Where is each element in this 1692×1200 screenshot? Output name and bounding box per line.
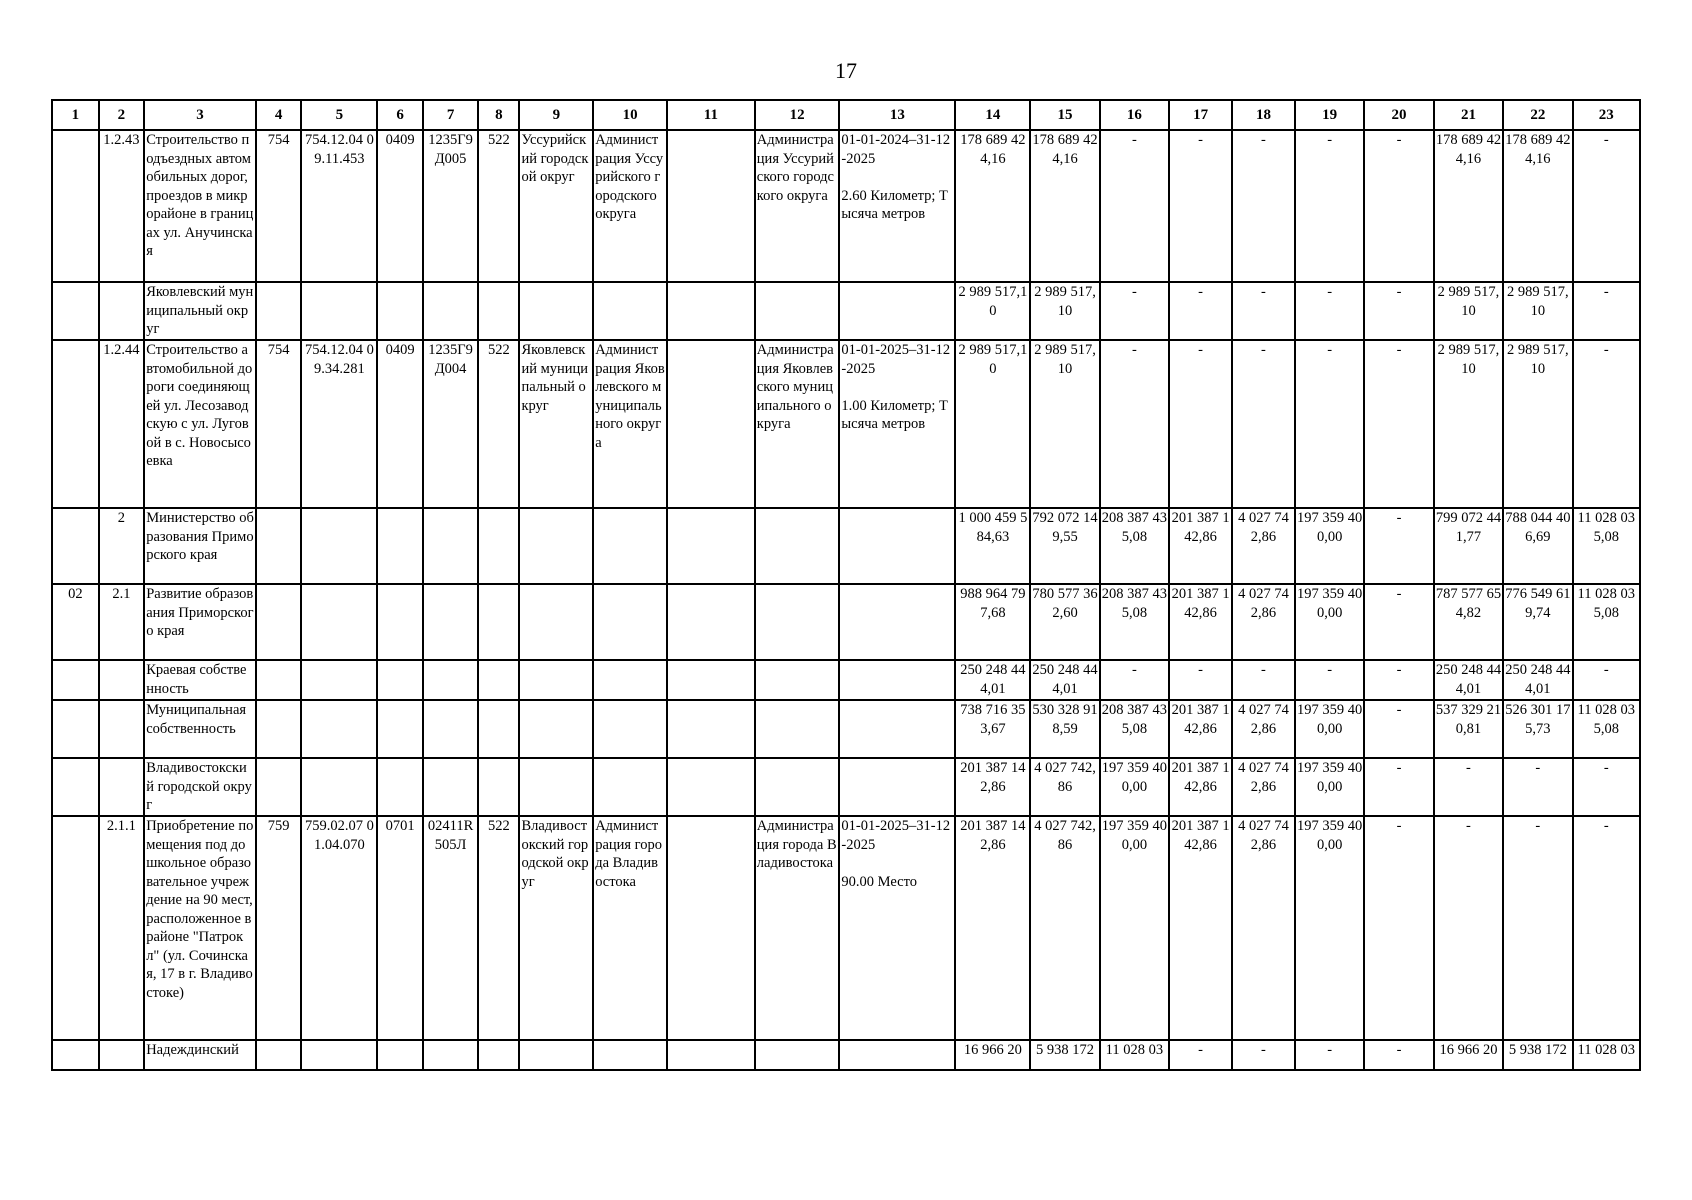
table-cell <box>839 700 955 758</box>
table-row <box>52 130 1640 282</box>
column-header: 8 <box>478 100 519 130</box>
table-cell: - <box>1364 758 1433 816</box>
period-text: 01-01-2025–31-12-2025 <box>841 818 951 853</box>
table-cell: Администрация города Владивостока <box>593 816 667 1040</box>
table-cell: 988 964 797,68 <box>955 584 1030 660</box>
table-cell: 02411R 505Л <box>423 816 478 1040</box>
table-cell <box>839 340 955 508</box>
table-cell <box>839 660 955 700</box>
column-header: 10 <box>593 100 667 130</box>
table-row <box>52 340 1640 508</box>
program-table <box>51 99 1641 1071</box>
table-cell <box>377 508 423 584</box>
table-cell: - <box>1169 660 1232 700</box>
table-cell <box>667 130 755 282</box>
capacity-text: 90.00 Место <box>841 873 917 890</box>
table-cell: Уссурийский городской округ <box>519 130 593 282</box>
table-cell: 208 387 435,08 <box>1100 584 1169 660</box>
table-cell: Краевая собственность <box>144 660 256 700</box>
table-cell <box>593 508 667 584</box>
table-cell: 0701 <box>377 816 423 1040</box>
table-cell: 201 387 142,86 <box>1169 700 1232 758</box>
table-cell: - <box>1503 758 1572 816</box>
column-header: 7 <box>423 100 478 130</box>
table-cell <box>839 758 955 816</box>
table-cell: 2 989 517,10 <box>1030 282 1099 340</box>
table-cell: 5 938 172 <box>1030 1040 1099 1070</box>
table-cell <box>377 700 423 758</box>
column-header: 21 <box>1434 100 1503 130</box>
table-cell <box>478 282 519 340</box>
table-cell: 2 989 517,10 <box>955 282 1030 340</box>
table-cell <box>667 282 755 340</box>
table-cell: 11 028 035,08 <box>1573 584 1640 660</box>
table-cell <box>839 1040 955 1070</box>
table-cell: 759 <box>256 816 302 1040</box>
table-cell: 738 716 353,67 <box>955 700 1030 758</box>
table-cell <box>593 660 667 700</box>
table-cell: 250 248 444,01 <box>1434 660 1503 700</box>
table-cell <box>755 508 840 584</box>
table-cell <box>478 660 519 700</box>
table-cell: 2 989 517,10 <box>1434 282 1503 340</box>
table-cell: 250 248 444,01 <box>1503 660 1572 700</box>
table-cell <box>377 584 423 660</box>
column-header: 22 <box>1503 100 1572 130</box>
column-header: 4 <box>256 100 302 130</box>
column-header: 5 <box>301 100 377 130</box>
table-cell <box>256 758 302 816</box>
header-row <box>52 100 1640 130</box>
table-cell <box>478 584 519 660</box>
table-cell: Надеждинский <box>144 1040 256 1070</box>
table-cell: 11 028 03 <box>1573 1040 1640 1070</box>
table-cell <box>593 584 667 660</box>
table-row <box>52 816 1640 1040</box>
table-cell <box>52 758 99 816</box>
table-cell <box>839 584 955 660</box>
table-cell <box>667 758 755 816</box>
table-cell: Владивостокский городской округ <box>144 758 256 816</box>
table-cell: - <box>1100 340 1169 508</box>
table-cell: 197 359 400,00 <box>1295 508 1364 584</box>
table-cell <box>256 584 302 660</box>
column-header: 19 <box>1295 100 1364 130</box>
table-cell <box>667 816 755 1040</box>
table-cell <box>478 508 519 584</box>
column-header: 14 <box>955 100 1030 130</box>
column-header: 2 <box>99 100 145 130</box>
table-cell: 2 989 517,10 <box>1503 340 1572 508</box>
table-cell: 754 <box>256 340 302 508</box>
table-cell: 11 028 035,08 <box>1573 508 1640 584</box>
table-cell <box>301 584 377 660</box>
table-cell: 208 387 435,08 <box>1100 700 1169 758</box>
table-cell: 4 027 742,86 <box>1232 700 1295 758</box>
column-header: 3 <box>144 100 256 130</box>
table-cell: 201 387 142,86 <box>1169 816 1232 1040</box>
table-cell <box>256 660 302 700</box>
table-row <box>52 758 1640 816</box>
table-cell: - <box>1364 340 1433 508</box>
table-cell: - <box>1100 130 1169 282</box>
column-header: 12 <box>755 100 840 130</box>
table-cell: 197 359 400,00 <box>1295 584 1364 660</box>
table-cell: 02 <box>52 584 99 660</box>
table-cell <box>99 282 145 340</box>
table-cell: 16 966 20 <box>1434 1040 1503 1070</box>
column-header: 11 <box>667 100 755 130</box>
table-cell: Администрация города Владивостока <box>755 816 840 1040</box>
table-cell <box>52 660 99 700</box>
table-cell: 754 <box>256 130 302 282</box>
table-cell: - <box>1100 660 1169 700</box>
table-cell <box>593 700 667 758</box>
table-cell: 2.1 <box>99 584 145 660</box>
table-cell: Приобретение помещения под дошкольное образовательное учреждение на 90 мест, расположенное в районе "Патрокл" (ул. Сочинская, 17 в г. Владивостоке) <box>144 816 256 1040</box>
column-header: 23 <box>1573 100 1640 130</box>
table-cell: 4 027 742,86 <box>1030 816 1099 1040</box>
table-cell: 2 989 517,10 <box>1434 340 1503 508</box>
table-cell <box>519 584 593 660</box>
table-cell: - <box>1364 584 1433 660</box>
table-cell <box>755 758 840 816</box>
table-cell <box>667 1040 755 1070</box>
table-cell: 4 027 742,86 <box>1232 508 1295 584</box>
table-cell: 754.12.04 09.11.453 <box>301 130 377 282</box>
table-cell <box>667 700 755 758</box>
table-cell <box>839 130 955 282</box>
table-cell: - <box>1169 1040 1232 1070</box>
table-cell: - <box>1573 758 1640 816</box>
table-cell <box>423 758 478 816</box>
table-cell <box>519 282 593 340</box>
table-cell: - <box>1295 660 1364 700</box>
table-cell: 11 028 035,08 <box>1573 700 1640 758</box>
table-cell <box>52 1040 99 1070</box>
table-cell <box>52 282 99 340</box>
table-cell: - <box>1573 816 1640 1040</box>
table-cell: - <box>1573 282 1640 340</box>
table-cell: 178 689 424,16 <box>1434 130 1503 282</box>
table-cell: - <box>1232 660 1295 700</box>
table-cell <box>99 758 145 816</box>
table-cell: - <box>1169 282 1232 340</box>
table-cell <box>52 130 99 282</box>
table-cell: Яковлевский муниципальный округ <box>144 282 256 340</box>
table-cell: - <box>1503 816 1572 1040</box>
table-cell: - <box>1573 340 1640 508</box>
table-cell: 250 248 444,01 <box>1030 660 1099 700</box>
table-cell: 788 044 406,69 <box>1503 508 1572 584</box>
table-cell <box>667 508 755 584</box>
table-cell: - <box>1573 130 1640 282</box>
table-cell: 197 359 400,00 <box>1295 816 1364 1040</box>
table-cell: - <box>1295 282 1364 340</box>
table-cell <box>377 660 423 700</box>
table-cell: 1.2.43 <box>99 130 145 282</box>
table-cell: - <box>1232 130 1295 282</box>
table-cell: 754.12.04 09.34.281 <box>301 340 377 508</box>
table-cell <box>256 282 302 340</box>
capacity-text: 2.60 Километр; Тысяча метров <box>841 187 948 222</box>
table-cell: 1235Г9 Д005 <box>423 130 478 282</box>
table-cell <box>301 1040 377 1070</box>
table-cell <box>519 508 593 584</box>
table-body <box>52 130 1640 1070</box>
table-cell <box>52 816 99 1040</box>
table-cell: 1235Г9 Д004 <box>423 340 478 508</box>
table-cell: 2 989 517,10 <box>1503 282 1572 340</box>
table-cell <box>478 700 519 758</box>
table-cell <box>301 758 377 816</box>
table-cell: 1 000 459 584,63 <box>955 508 1030 584</box>
table-cell: 526 301 175,73 <box>1503 700 1572 758</box>
page-number: 17 <box>835 58 857 83</box>
column-header: 1 <box>52 100 99 130</box>
column-header: 18 <box>1232 100 1295 130</box>
table-cell: 530 328 918,59 <box>1030 700 1099 758</box>
table-cell: - <box>1232 1040 1295 1070</box>
table-cell <box>478 758 519 816</box>
table-cell: Строительство автомобильной дороги соединяющей ул. Лесозаводскую с ул. Луговой в с. Новосысоевка <box>144 340 256 508</box>
column-header: 6 <box>377 100 423 130</box>
table-row <box>52 282 1640 340</box>
table-cell: 201 387 142,86 <box>1169 758 1232 816</box>
table-cell: 201 387 142,86 <box>1169 584 1232 660</box>
table-cell: 2 989 517,10 <box>955 340 1030 508</box>
table-cell <box>301 282 377 340</box>
table-cell: - <box>1364 1040 1433 1070</box>
table-cell: Владивостокский городской округ <box>519 816 593 1040</box>
table-cell: Яковлевский муниципальный округ <box>519 340 593 508</box>
column-header: 13 <box>839 100 955 130</box>
table-cell: - <box>1434 758 1503 816</box>
table-cell <box>423 508 478 584</box>
table-cell: - <box>1295 130 1364 282</box>
table-row <box>52 700 1640 758</box>
table-cell <box>519 660 593 700</box>
table-cell: 1.2.44 <box>99 340 145 508</box>
table-cell <box>99 700 145 758</box>
table-cell: 780 577 362,60 <box>1030 584 1099 660</box>
table-cell: 250 248 444,01 <box>955 660 1030 700</box>
table-cell: 799 072 441,77 <box>1434 508 1503 584</box>
table-cell: 2.1.1 <box>99 816 145 1040</box>
table-cell <box>519 1040 593 1070</box>
table-cell <box>755 282 840 340</box>
table-cell: - <box>1295 1040 1364 1070</box>
table-cell <box>839 508 955 584</box>
table-cell: - <box>1434 816 1503 1040</box>
table-cell: - <box>1364 282 1433 340</box>
table-cell: Администрация Яковлевского муниципального округа <box>755 340 840 508</box>
table-cell <box>99 660 145 700</box>
table-cell: 5 938 172 <box>1503 1040 1572 1070</box>
column-header: 17 <box>1169 100 1232 130</box>
table-cell <box>667 340 755 508</box>
table-cell: - <box>1232 282 1295 340</box>
table-cell: 197 359 400,00 <box>1100 758 1169 816</box>
table-cell <box>423 282 478 340</box>
table-cell: - <box>1295 340 1364 508</box>
table-cell <box>301 508 377 584</box>
table-cell: 197 359 400,00 <box>1295 758 1364 816</box>
table-cell <box>52 340 99 508</box>
table-cell <box>667 584 755 660</box>
table-cell <box>755 1040 840 1070</box>
table-cell <box>519 758 593 816</box>
table-cell: 2 <box>99 508 145 584</box>
table-cell: - <box>1364 660 1433 700</box>
table-cell <box>667 660 755 700</box>
table-cell: 0409 <box>377 130 423 282</box>
table-cell: 4 027 742,86 <box>1232 758 1295 816</box>
table-cell: - <box>1364 816 1433 1040</box>
table-cell: - <box>1364 130 1433 282</box>
table-cell: - <box>1364 508 1433 584</box>
table-cell: 201 387 142,86 <box>955 816 1030 1040</box>
table-cell <box>377 1040 423 1070</box>
capacity-text: 1.00 Километр; Тысяча метров <box>841 397 948 432</box>
table-cell <box>423 584 478 660</box>
table-cell: Администрация Уссурийского городского округа <box>755 130 840 282</box>
table-row <box>52 1040 1640 1070</box>
table-cell <box>839 816 955 1040</box>
table-cell <box>423 700 478 758</box>
table-row <box>52 584 1640 660</box>
period-text: 01-01-2025–31-12-2025 <box>841 342 951 377</box>
table-cell: Строительство подъездных автомобильных дорог, проездов в микрорайоне в границах ул. Анучинская <box>144 130 256 282</box>
table-cell: - <box>1169 340 1232 508</box>
table-cell: 197 359 400,00 <box>1295 700 1364 758</box>
table-cell: - <box>1232 340 1295 508</box>
table-cell <box>755 584 840 660</box>
table-cell <box>99 1040 145 1070</box>
table-cell <box>593 282 667 340</box>
table-cell <box>593 1040 667 1070</box>
table-cell: 197 359 400,00 <box>1100 816 1169 1040</box>
table-cell: 2 989 517,10 <box>1030 340 1099 508</box>
table-cell: 759.02.07 01.04.070 <box>301 816 377 1040</box>
table-cell: 522 <box>478 340 519 508</box>
table-cell <box>256 700 302 758</box>
column-header: 15 <box>1030 100 1099 130</box>
table-cell: 11 028 03 <box>1100 1040 1169 1070</box>
table-cell: 4 027 742,86 <box>1232 816 1295 1040</box>
table-cell: 178 689 424,16 <box>955 130 1030 282</box>
table-cell <box>423 660 478 700</box>
table-cell <box>839 282 955 340</box>
table-cell: 201 387 142,86 <box>955 758 1030 816</box>
table-cell <box>377 758 423 816</box>
table-cell: - <box>1100 282 1169 340</box>
table-cell: 208 387 435,08 <box>1100 508 1169 584</box>
table-cell: 0409 <box>377 340 423 508</box>
table-cell <box>52 508 99 584</box>
table-cell <box>301 660 377 700</box>
table-cell: 178 689 424,16 <box>1503 130 1572 282</box>
table-cell <box>755 660 840 700</box>
period-text: 01-01-2024–31-12-2025 <box>841 132 951 167</box>
table-cell: 537 329 210,81 <box>1434 700 1503 758</box>
table-cell: 4 027 742,86 <box>1030 758 1099 816</box>
column-header: 20 <box>1364 100 1433 130</box>
table-cell <box>519 700 593 758</box>
table-cell <box>755 700 840 758</box>
table-cell: 776 549 619,74 <box>1503 584 1572 660</box>
table-cell: - <box>1364 700 1433 758</box>
table-cell <box>478 1040 519 1070</box>
table-cell: 792 072 149,55 <box>1030 508 1099 584</box>
table-cell: 787 577 654,82 <box>1434 584 1503 660</box>
table-cell: Администрация Уссурийского городского округа <box>593 130 667 282</box>
table-cell: 16 966 20 <box>955 1040 1030 1070</box>
table-cell <box>52 700 99 758</box>
table-cell: 178 689 424,16 <box>1030 130 1099 282</box>
table-row <box>52 660 1640 700</box>
table-cell <box>301 700 377 758</box>
table-cell <box>256 1040 302 1070</box>
table-row <box>52 508 1640 584</box>
table-cell: - <box>1169 130 1232 282</box>
column-header: 9 <box>519 100 593 130</box>
table-cell: 522 <box>478 130 519 282</box>
table-cell: Муниципальная собственность <box>144 700 256 758</box>
table-cell <box>256 508 302 584</box>
column-header: 16 <box>1100 100 1169 130</box>
table-cell: - <box>1573 660 1640 700</box>
table-cell: Администрация Яковлевского муниципального округа <box>593 340 667 508</box>
table-cell: 201 387 142,86 <box>1169 508 1232 584</box>
table-cell: 4 027 742,86 <box>1232 584 1295 660</box>
table-cell <box>423 1040 478 1070</box>
table-cell: 522 <box>478 816 519 1040</box>
table-cell: Министерство образования Приморского края <box>144 508 256 584</box>
table-cell <box>377 282 423 340</box>
table-cell <box>593 758 667 816</box>
table-cell: Развитие образования Приморского края <box>144 584 256 660</box>
